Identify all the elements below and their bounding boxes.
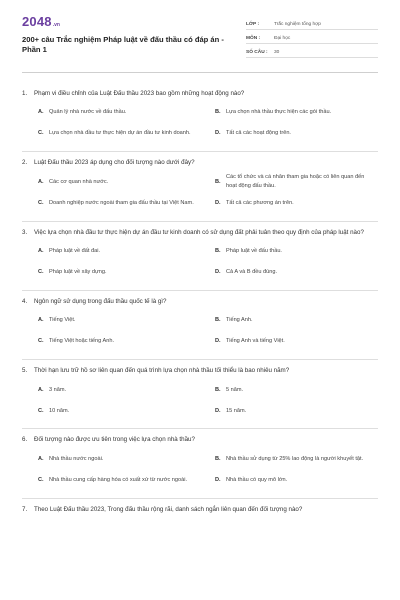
- question-number: 2.: [22, 159, 28, 167]
- question-header: [22, 228, 378, 237]
- option-letter: C.: [38, 268, 44, 275]
- answer-option[interactable]: [215, 470, 378, 491]
- question-text: Thời hạn lưu trữ hồ sơ liên quan đến quá trình lựa chọn nhà thầu tối thiểu là bao nhiêu năm?: [34, 367, 290, 375]
- option-text: Tiếng Việt hoặc tiếng Anh.: [49, 338, 114, 345]
- question-number: 4.: [22, 297, 28, 305]
- option-letter: D.: [215, 130, 221, 137]
- option-letter: C.: [38, 130, 44, 137]
- option-letter: A.: [38, 386, 44, 393]
- question-number: 3.: [22, 228, 28, 236]
- question-text: Việc lựa chọn nhà đầu tư thực hiện dự án đầu tư kinh doanh có sử dụng đất phải tuân theo quy định của pháp luật nào?: [34, 228, 364, 236]
- option-text: Lựa chọn nhà thầu thực hiện các gói thầu.: [226, 109, 332, 116]
- option-letter: B.: [215, 455, 221, 462]
- answer-option[interactable]: [215, 123, 378, 144]
- meta-label: LỚP :: [246, 22, 260, 27]
- brand-block: [22, 14, 227, 58]
- question-item: [22, 152, 378, 221]
- answer-options: [22, 379, 378, 421]
- answer-option[interactable]: [38, 400, 201, 421]
- answer-options: [22, 310, 378, 352]
- option-letter: A.: [38, 455, 44, 462]
- answer-option[interactable]: [215, 310, 378, 331]
- question-header: [22, 366, 378, 375]
- question-header: [22, 435, 378, 444]
- question-item: [22, 499, 378, 521]
- option-letter: C.: [38, 476, 44, 483]
- answer-option[interactable]: [38, 102, 201, 123]
- option-text: Nhà thầu nước ngoài.: [49, 455, 104, 462]
- answer-option[interactable]: [38, 123, 201, 144]
- option-text: Nhà thầu có quy mô lớn.: [226, 476, 288, 483]
- option-text: Pháp luật về xây dựng.: [49, 268, 107, 275]
- meta-row: [246, 30, 378, 44]
- logo-text: 2048: [22, 14, 52, 29]
- question-text: Ngôn ngữ sử dụng trong đấu thầu quốc tế là gì?: [34, 297, 167, 305]
- option-letter: A.: [38, 178, 44, 185]
- question-number: 7.: [22, 505, 28, 513]
- option-letter: C.: [38, 407, 44, 414]
- option-text: Các cơ quan nhà nước.: [49, 178, 109, 185]
- answer-option[interactable]: [215, 102, 378, 123]
- question-item: [22, 222, 378, 291]
- option-text: Tất cả các phương án trên.: [226, 199, 294, 206]
- answer-option[interactable]: [215, 449, 378, 470]
- question-item: [22, 291, 378, 360]
- option-letter: C.: [38, 338, 44, 345]
- document-meta: [246, 14, 378, 58]
- option-letter: B.: [215, 317, 221, 324]
- option-text: Tiếng Anh và tiếng Việt.: [226, 338, 285, 345]
- answer-option[interactable]: [38, 331, 201, 352]
- option-text: 10 năm.: [49, 407, 70, 414]
- question-number: 1.: [22, 90, 28, 97]
- question-number: 5.: [22, 367, 28, 375]
- option-text: Nhà thầu cung cấp hàng hóa có xuất xứ từ nước ngoài.: [49, 476, 188, 483]
- meta-value: Trắc nghiệm tổng hợp: [274, 22, 321, 27]
- answer-option[interactable]: [215, 400, 378, 421]
- answer-option[interactable]: [38, 262, 201, 283]
- answer-option[interactable]: [38, 310, 201, 331]
- option-letter: D.: [215, 407, 221, 414]
- answer-option[interactable]: [38, 379, 201, 400]
- option-letter: B.: [215, 386, 221, 393]
- answer-option[interactable]: [38, 470, 201, 491]
- document-header: [22, 0, 378, 58]
- option-letter: C.: [38, 199, 44, 206]
- meta-row: [246, 44, 378, 58]
- question-number: 6.: [22, 436, 28, 444]
- answer-option[interactable]: [215, 379, 378, 400]
- answer-option[interactable]: [215, 262, 378, 283]
- option-text: Pháp luật về đất đai.: [49, 247, 101, 254]
- option-letter: D.: [215, 476, 221, 483]
- option-text: Nhà thầu sử dụng từ 25% lao động là người khuyết tật.: [226, 455, 364, 462]
- answer-option[interactable]: [215, 331, 378, 352]
- option-text: Quản lý nhà nước về đấu thầu.: [49, 109, 127, 116]
- option-text: Lựa chọn nhà đầu tư thực hiện dự án đầu tư kinh doanh.: [49, 130, 191, 137]
- option-text: 3 năm.: [49, 386, 67, 393]
- option-letter: A.: [38, 317, 44, 324]
- answer-option[interactable]: [215, 193, 378, 214]
- question-text: Theo Luật Đấu thầu 2023, Trong đấu thầu rộng rãi, danh sách ngắn liên quan đến đối tượng nào?: [34, 505, 303, 513]
- meta-value: Đại học: [274, 36, 291, 41]
- question-header: [22, 505, 378, 514]
- answer-option[interactable]: [215, 241, 378, 262]
- question-item: [22, 429, 378, 498]
- header-divider: [22, 72, 378, 73]
- option-text: 15 năm.: [226, 407, 247, 414]
- option-letter: B.: [215, 247, 221, 254]
- site-logo[interactable]: [22, 14, 227, 29]
- document-title: 200+ câu Trắc nghiệm Pháp luật về đấu thầu có đáp án - Phần 1: [22, 35, 224, 55]
- option-text: Cả A và B đều đúng.: [226, 268, 278, 275]
- option-letter: D.: [215, 268, 221, 275]
- answer-options: [22, 449, 378, 491]
- option-letter: B.: [215, 178, 221, 185]
- option-text: Doanh nghiệp nước ngoài tham gia đấu thầu tại Việt Nam.: [49, 199, 194, 206]
- answer-option[interactable]: [215, 172, 378, 193]
- option-letter: A.: [38, 247, 44, 254]
- option-text: Tiếng Anh.: [226, 317, 253, 324]
- answer-option[interactable]: [38, 193, 201, 214]
- meta-label: SỐ CÂU :: [246, 50, 268, 55]
- question-header: [22, 89, 378, 98]
- option-letter: B.: [215, 109, 221, 116]
- question-header: [22, 297, 378, 306]
- option-text: Pháp luật về đấu thầu.: [226, 247, 282, 254]
- meta-value: 30: [274, 50, 280, 55]
- question-item: [22, 360, 378, 429]
- answer-option[interactable]: [38, 449, 201, 470]
- answer-option[interactable]: [38, 241, 201, 262]
- meta-row: [246, 16, 378, 30]
- option-letter: D.: [215, 338, 221, 345]
- option-text: Tiếng Việt.: [49, 317, 76, 324]
- option-text: Tất cả các hoạt động trên.: [226, 130, 291, 137]
- option-letter: A.: [38, 109, 44, 116]
- question-header: [22, 158, 378, 167]
- option-letter: D.: [215, 199, 221, 206]
- answer-options: [22, 102, 378, 144]
- logo-domain: .vn: [52, 22, 60, 28]
- answer-option[interactable]: [38, 172, 201, 193]
- question-item: [22, 83, 378, 152]
- question-list: [22, 83, 378, 521]
- question-text: Luật Đấu thầu 2023 áp dụng cho đối tượng nào dưới đây?: [34, 159, 195, 167]
- option-text: 5 năm.: [226, 386, 244, 393]
- answer-options: [22, 172, 378, 214]
- question-text: Đối tượng nào được ưu tiên trong việc lựa chọn nhà thầu?: [34, 436, 195, 444]
- question-text: Phạm vi điều chỉnh của Luật Đấu thầu 2023 bao gồm những hoạt động nào?: [34, 90, 245, 97]
- answer-options: [22, 241, 378, 283]
- option-text: Các tổ chức và cá nhân tham gia hoặc có liên quan đến hoạt động đấu thầu.: [226, 174, 365, 190]
- meta-label: MÔN :: [246, 36, 261, 41]
